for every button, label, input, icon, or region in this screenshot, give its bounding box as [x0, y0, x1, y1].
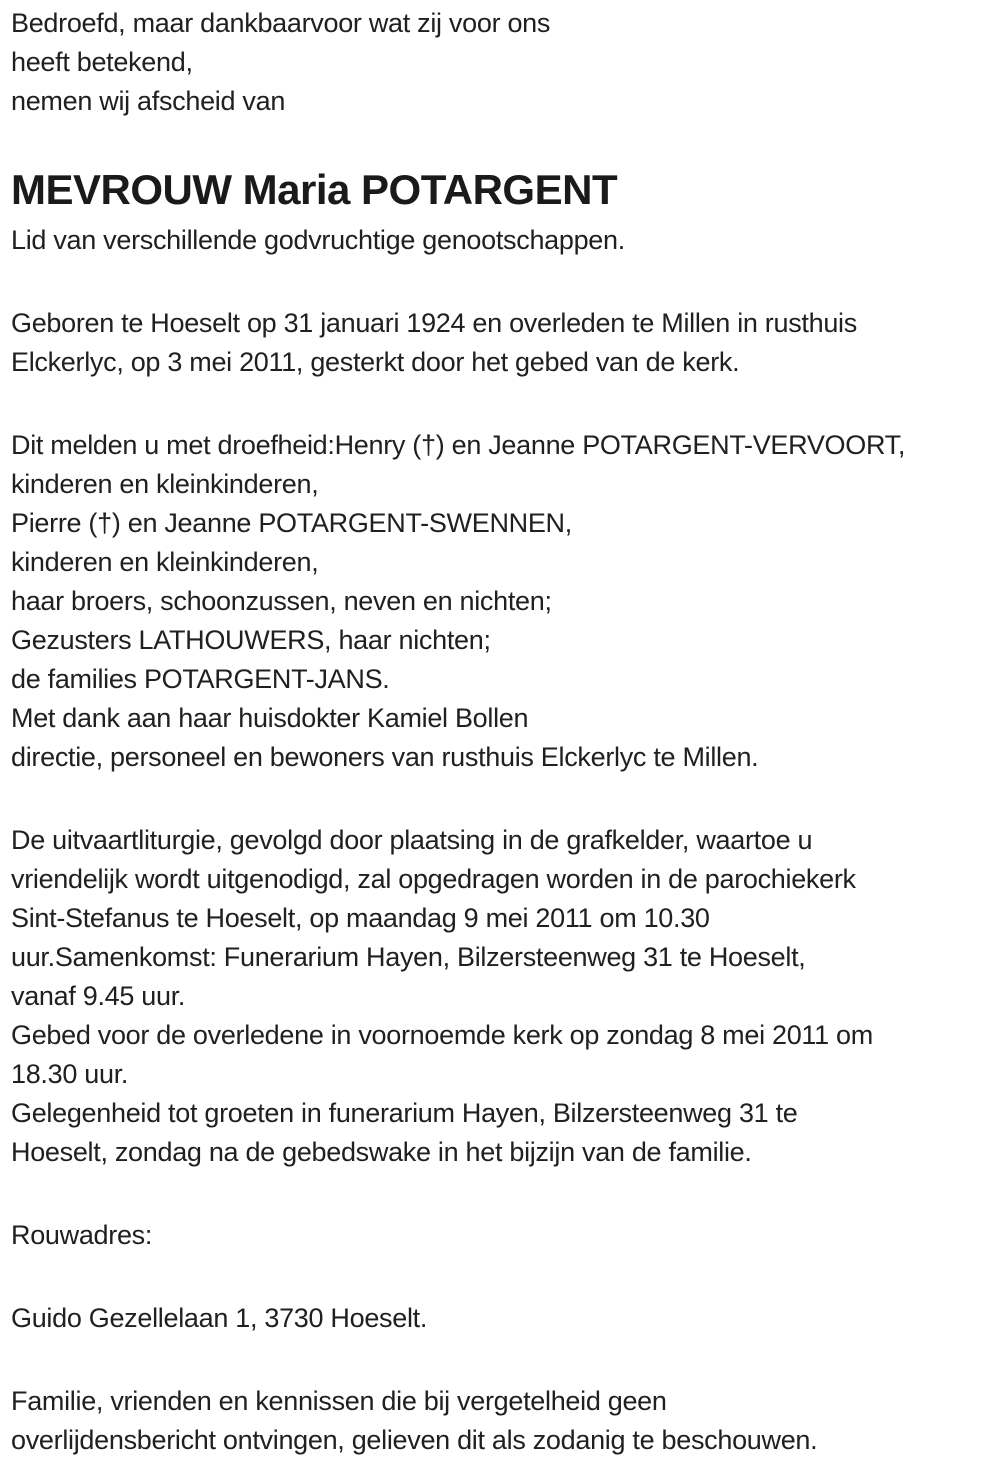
paragraph-funeral-services [11, 821, 990, 1172]
text-line: Dit melden u met droefheid:Henry (†) en Jeanne POTARGENT-VERVOORT, [11, 430, 906, 460]
text-line: Gelegenheid tot groeten in funerarium Hayen, Bilzersteenweg 31 te [11, 1098, 798, 1128]
paragraph-family-announcement [11, 426, 990, 777]
text-line: kinderen en kleinkinderen, [11, 547, 319, 577]
text-line: Met dank aan haar huisdokter Kamiel Bollen [11, 703, 529, 733]
text-line: Familie, vrienden en kennissen die bij vergetelheid geen [11, 1386, 667, 1416]
text-line: Rouwadres: [11, 1220, 153, 1250]
text-line: Elckerlyc, op 3 mei 2011, gesterkt door het gebed van de kerk. [11, 347, 740, 377]
text-line: uur.Samenkomst: Funerarium Hayen, Bilzersteenweg 31 te Hoeselt, [11, 942, 806, 972]
text-line: overlijdensbericht ontvingen, gelieven dit als zodanig te beschouwen. [11, 1425, 818, 1455]
text-line: Gezusters LATHOUWERS, haar nichten; [11, 625, 491, 655]
subtitle-line: Lid van verschillende godvruchtige genootschappen. [11, 225, 625, 255]
text-line: Gebed voor de overledene in voornoemde kerk op zondag 8 mei 2011 om [11, 1020, 873, 1050]
paragraph-closing-note [11, 1382, 990, 1460]
text-line: Bedroefd, maar dankbaarvoor wat zij voor ons [11, 8, 551, 38]
paragraph-mourning-address-label [11, 1216, 990, 1255]
paragraph-mourning-address [11, 1299, 990, 1338]
text-line: kinderen en kleinkinderen, [11, 469, 319, 499]
text-line: haar broers, schoonzussen, neven en nichten; [11, 586, 552, 616]
body-paragraphs [11, 304, 990, 1460]
text-line: 18.30 uur. [11, 1059, 129, 1089]
text-line: nemen wij afscheid van [11, 86, 286, 116]
text-line: vriendelijk wordt uitgenodigd, zal opgedragen worden in de parochiekerk [11, 864, 856, 894]
text-line: Pierre (†) en Jeanne POTARGENT-SWENNEN, [11, 508, 572, 538]
text-line: Geboren te Hoeselt op 31 januari 1924 en overleden te Millen in rusthuis [11, 308, 857, 338]
text-line: directie, personeel en bewoners van rusthuis Elckerlyc te Millen. [11, 742, 759, 772]
text-line: heeft betekend, [11, 47, 193, 77]
intro-paragraph [11, 4, 990, 121]
text-line: Guido Gezellelaan 1, 3730 Hoeselt. [11, 1303, 428, 1333]
text-line: de families POTARGENT-JANS. [11, 664, 390, 694]
deceased-name-title: MEVROUW Maria POTARGENT [11, 166, 618, 213]
text-line: Sint-Stefanus te Hoeselt, op maandag 9 mei 2011 om 10.30 [11, 903, 710, 933]
text-line: vanaf 9.45 uur. [11, 981, 186, 1011]
paragraph-birth-death [11, 304, 990, 382]
text-line: De uitvaartliturgie, gevolgd door plaatsing in de grafkelder, waartoe u [11, 825, 813, 855]
text-line: Hoeselt, zondag na de gebedswake in het bijzijn van de familie. [11, 1137, 752, 1167]
